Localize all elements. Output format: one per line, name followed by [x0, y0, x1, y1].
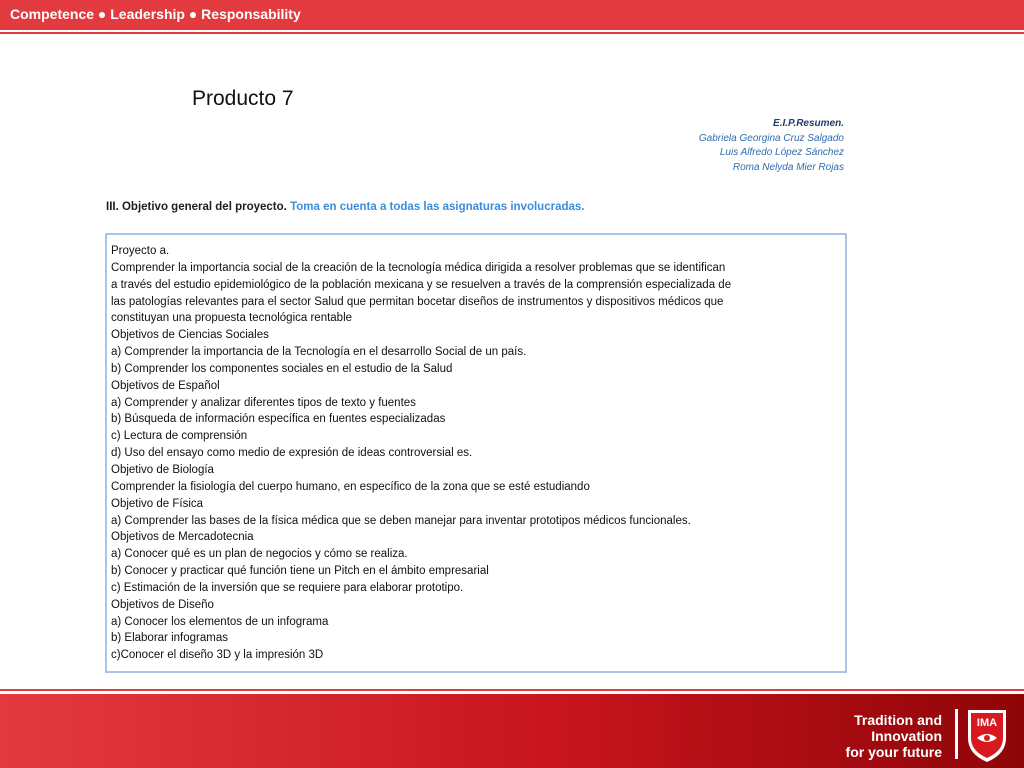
- content-line: Objetivo de Biología: [111, 463, 214, 476]
- content-line: Objetivos de Español: [111, 379, 220, 392]
- top-divider: [0, 32, 1024, 34]
- top-banner: [0, 0, 1024, 30]
- content-line: las patologías relevantes para el sector Salud que permitan bocetar diseños de instrumentos y dispositivos médicos que: [111, 295, 724, 308]
- author-name: Gabriela Georgina Cruz Salgado: [698, 132, 844, 144]
- content-line: c)Conocer el diseño 3D y la impresión 3D: [111, 649, 324, 662]
- content-line: a) Comprender las bases de la física médica que se deben manejar para inventar prototipos médicos funcionales.: [111, 514, 691, 527]
- content-line: b) Comprender los componentes sociales en el estudio de la Salud: [111, 362, 453, 375]
- logo-text: IMA: [976, 717, 998, 729]
- content-line: Proyecto a.: [111, 245, 170, 257]
- bottom-divider: [0, 689, 1024, 691]
- content-line: a) Conocer qué es un plan de negocios y cómo se realiza.: [111, 548, 408, 561]
- content-line: c) Estimación de la inversión que se requiere para elaborar prototipo.: [111, 581, 464, 594]
- content-line: Comprender la importancia social de la creación de la tecnología médica dirigida a resolver problemas que se identifican: [111, 261, 726, 274]
- ima-logo-icon: [964, 704, 1010, 764]
- content-line: a) Conocer los elementos de un infograma: [111, 615, 329, 628]
- content-line: Objetivo de Física: [111, 497, 204, 510]
- tagline: [846, 712, 942, 760]
- authors-block: [699, 117, 844, 175]
- logo-divider: [955, 709, 958, 759]
- content-line: Objetivos de Mercadotecnia: [111, 531, 254, 544]
- banner-motto: Competence ● Leadership ● Responsability: [10, 6, 301, 22]
- author-name: Roma Nelyda Mier Rojas: [732, 161, 844, 173]
- tagline-line: Tradition and: [854, 712, 942, 728]
- author-name: Luis Alfredo López Sánchez: [719, 147, 844, 158]
- objectives-box: [105, 233, 847, 673]
- content-line: a) Comprender y analizar diferentes tipos de texto y fuentes: [111, 396, 416, 409]
- slide-title: Producto 7: [192, 87, 294, 110]
- summary-label: E.I.P.Resumen.: [773, 118, 844, 129]
- content-line: b) Búsqueda de información específica en fuentes especializadas: [111, 413, 446, 426]
- content-line: a través del estudio epidemiológico de la población mexicana y se resuelven a través de la comprensión especializada de: [111, 278, 732, 291]
- content-line: Objetivos de Diseño: [111, 598, 214, 611]
- section-heading: [106, 201, 584, 213]
- content-line: constituyan una propuesta tecnológica rentable: [111, 312, 353, 325]
- content-line: d) Uso del ensayo como medio de expresión de ideas controversial es.: [111, 447, 473, 460]
- content-line: b) Elaborar infogramas: [111, 632, 228, 645]
- content-line: b) Conocer y practicar qué función tiene un Pitch en el ámbito empresarial: [111, 565, 489, 578]
- section-heading-note: Toma en cuenta a todas las asignaturas involucradas.: [290, 201, 585, 213]
- tagline-line: Innovation: [871, 728, 942, 744]
- content-line: Comprender la fisiología del cuerpo humano, en específico de la zona que se esté estudiando: [111, 480, 590, 493]
- section-heading-title: III. Objetivo general del proyecto.: [106, 201, 287, 213]
- content-line: Objetivos de Ciencias Sociales: [111, 329, 269, 342]
- bottom-banner: [0, 694, 1024, 768]
- content-line: a) Comprender la importancia de la Tecnología en el desarrollo Social de un país.: [111, 346, 527, 359]
- content-line: c) Lectura de comprensión: [111, 430, 248, 443]
- tagline-line: for your future: [845, 744, 942, 760]
